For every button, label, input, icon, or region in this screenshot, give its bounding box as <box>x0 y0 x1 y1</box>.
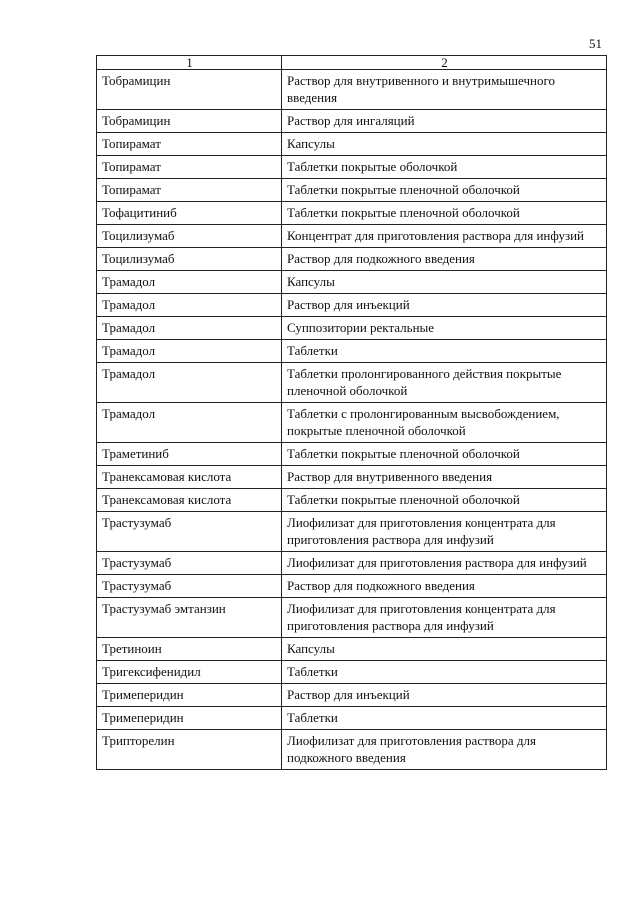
dosage-form-cell: Капсулы <box>282 271 607 294</box>
dosage-form-cell: Таблетки <box>282 707 607 730</box>
drug-name-cell: Трастузумаб <box>97 552 282 575</box>
drug-name-cell: Тобрамицин <box>97 110 282 133</box>
drug-name-cell: Трамадол <box>97 317 282 340</box>
drug-name-cell: Трамадол <box>97 294 282 317</box>
dosage-form-cell: Таблетки покрытые пленочной оболочкой <box>282 489 607 512</box>
table-row <box>97 661 607 684</box>
drug-name-cell: Тримеперидин <box>97 684 282 707</box>
dosage-form-cell: Раствор для внутривенного и внутримышечного введения <box>282 70 607 110</box>
table-row <box>97 133 607 156</box>
dosage-form-cell: Раствор для ингаляций <box>282 110 607 133</box>
drug-name-cell: Трамадол <box>97 340 282 363</box>
drug-name-cell: Третиноин <box>97 638 282 661</box>
dosage-form-cell: Лиофилизат для приготовления раствора для инфузий <box>282 552 607 575</box>
table-row <box>97 317 607 340</box>
column-header-1: 1 <box>97 56 282 70</box>
drug-name-cell: Трипторелин <box>97 730 282 770</box>
drug-name-cell: Тобрамицин <box>97 70 282 110</box>
dosage-form-cell: Таблетки с пролонгированным высвобождением, покрытые пленочной оболочкой <box>282 403 607 443</box>
dosage-form-cell: Концентрат для приготовления раствора для инфузий <box>282 225 607 248</box>
table-row <box>97 294 607 317</box>
drug-name-cell: Тригексифенидил <box>97 661 282 684</box>
dosage-form-cell: Раствор для подкожного введения <box>282 248 607 271</box>
table-row <box>97 156 607 179</box>
drug-name-cell: Трастузумаб <box>97 512 282 552</box>
dosage-form-cell: Таблетки <box>282 340 607 363</box>
table-row <box>97 707 607 730</box>
drug-name-cell: Трамадол <box>97 363 282 403</box>
table-row <box>97 340 607 363</box>
drug-name-cell: Топирамат <box>97 179 282 202</box>
table-row <box>97 271 607 294</box>
page-number: 51 <box>589 36 602 51</box>
table-row <box>97 248 607 271</box>
table-row <box>97 466 607 489</box>
table-row <box>97 575 607 598</box>
drug-name-cell: Трамадол <box>97 271 282 294</box>
dosage-form-cell: Раствор для подкожного введения <box>282 575 607 598</box>
table-row <box>97 489 607 512</box>
dosage-form-cell: Таблетки пролонгированного действия покрытые пленочной оболочкой <box>282 363 607 403</box>
drug-name-cell: Тоцилизумаб <box>97 248 282 271</box>
dosage-form-cell: Таблетки покрытые пленочной оболочкой <box>282 443 607 466</box>
drug-name-cell: Трастузумаб <box>97 575 282 598</box>
table-row <box>97 179 607 202</box>
table-row <box>97 403 607 443</box>
table-row <box>97 110 607 133</box>
table-row <box>97 552 607 575</box>
table-row <box>97 730 607 770</box>
drug-name-cell: Транексамовая кислота <box>97 466 282 489</box>
table-row <box>97 443 607 466</box>
drug-forms-table <box>96 55 607 770</box>
drug-name-cell: Топирамат <box>97 133 282 156</box>
dosage-form-cell: Таблетки покрытые оболочкой <box>282 156 607 179</box>
drug-name-cell: Трамадол <box>97 403 282 443</box>
drug-name-cell: Тримеперидин <box>97 707 282 730</box>
drug-name-cell: Трастузумаб эмтанзин <box>97 598 282 638</box>
dosage-form-cell: Таблетки покрытые пленочной оболочкой <box>282 179 607 202</box>
dosage-form-cell: Таблетки <box>282 661 607 684</box>
table-row <box>97 684 607 707</box>
dosage-form-cell: Раствор для внутривенного введения <box>282 466 607 489</box>
table-row <box>97 202 607 225</box>
dosage-form-cell: Таблетки покрытые пленочной оболочкой <box>282 202 607 225</box>
dosage-form-cell: Капсулы <box>282 133 607 156</box>
table-row <box>97 70 607 110</box>
dosage-form-cell: Суппозитории ректальные <box>282 317 607 340</box>
dosage-form-cell: Лиофилизат для приготовления концентрата для приготовления раствора для инфузий <box>282 512 607 552</box>
drug-name-cell: Транексамовая кислота <box>97 489 282 512</box>
drug-name-cell: Тоцилизумаб <box>97 225 282 248</box>
dosage-form-cell: Капсулы <box>282 638 607 661</box>
table-row <box>97 225 607 248</box>
dosage-form-cell: Раствор для инъекций <box>282 294 607 317</box>
table-row <box>97 363 607 403</box>
dosage-form-cell: Лиофилизат для приготовления концентрата для приготовления раствора для инфузий <box>282 598 607 638</box>
drug-name-cell: Траметиниб <box>97 443 282 466</box>
dosage-form-cell: Лиофилизат для приготовления раствора для подкожного введения <box>282 730 607 770</box>
table-row <box>97 638 607 661</box>
drug-name-cell: Топирамат <box>97 156 282 179</box>
drug-name-cell: Тофацитиниб <box>97 202 282 225</box>
dosage-form-cell: Раствор для инъекций <box>282 684 607 707</box>
table-row <box>97 512 607 552</box>
column-header-2: 2 <box>282 56 607 70</box>
table-header-row <box>97 56 607 70</box>
table-row <box>97 598 607 638</box>
